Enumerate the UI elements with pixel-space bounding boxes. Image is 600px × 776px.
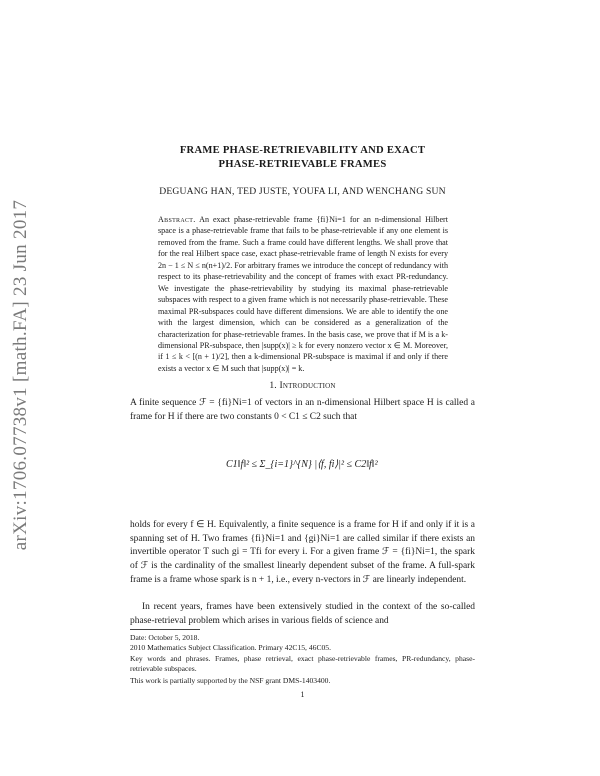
page-number: 1 — [300, 690, 305, 699]
abstract-text: An exact phase-retrievable frame {fi}Ni=1 for an n-dimensional Hilbert space is a phase-retrievable frame that fails to be phase-retrievable if any one element is removed from the frame. Such a frame could have different lengths. We shall prove that for the real Hilbert space case, exact phase-retrievable frame of length N exists for every 2n − 1 ≤ N ≤ n(n+1)/2. For arbitrary frames we introduce the concept of redundancy with respect to its phase-retrievability and the concept of frames with exact PR-redundancy. We investigate the phase-retrievability by studying its maximal phase-retrievable subspaces with respect to a given frame which is not necessarily phase-retrievable. These maximal PR-subspaces could have different dimensions. We are able to identify the one with the largest dimension, which can be considered as a generalization of the characterization for phase-retrievable frames. In the basis case, we prove that if M is a k-dimensional PR-subspace, then |supp(x)| ≥ k for every nonzero vector x ∈ M. Moreover, if 1 ≤ k < [(n + 1)/2], then a k-dimensional PR-subspace is maximal if and only if there exists a vector x ∈ M such that |supp(x)| = k. — [158, 215, 448, 373]
intro-paragraph-1: A finite sequence ℱ = {fi}Ni=1 of vectors in an n-dimensional Hilbert space H is called a frame for H if there are two constants 0 < C1 ≤ C2 such that — [130, 398, 475, 422]
footnote-msc: 2010 Mathematics Subject Classification. Primary 42C15, 46C05. — [130, 643, 332, 652]
footnote-keywords: Key words and phrases. Frames, phase retrieval, exact phase-retrievable frames, PR-redundancy, phase-retrievable subspaces. — [130, 654, 475, 674]
title-line-2: PHASE-RETRIEVABLE FRAMES — [218, 159, 387, 170]
section-number: 1. — [269, 380, 277, 391]
title-line-1: FRAME PHASE-RETRIEVABILITY AND EXACT — [179, 145, 426, 156]
footnote-date: Date: October 5, 2018. — [130, 633, 200, 642]
arxiv-identifier-sidebar — [4, 175, 38, 575]
footnote-grant: This work is partially supported by the NSF grant DMS-1403400. — [130, 676, 331, 685]
abstract-block — [158, 214, 448, 374]
abstract-label: Abstract. — [158, 215, 196, 224]
equation-text: C1‖f‖² ≤ Σ_{i=1}^{N} |⟨f, fi⟩|² ≤ C2‖f‖² — [226, 459, 378, 470]
intro-paragraph-3: In recent years, frames have been extensively studied in the context of the so-called phase-retrieval problem which arises in various fields of science and — [130, 602, 475, 626]
section-title: Introduction — [279, 380, 336, 391]
frame-inequality-equation — [130, 453, 475, 511]
arxiv-stamp-text: arXiv:1706.07738v1 [math.FA] 23 Jun 2017 — [10, 199, 31, 551]
footnote-rule — [130, 629, 200, 630]
intro-paragraph-2: holds for every f ∈ H. Equivalently, a finite sequence is a frame for H if and only if it is a spanning set of H. Two frames {fi}Ni=1 and {gi}Ni=1 are called similar if there exists an invertible operator T such gi = Tfi for every i. For a given frame ℱ = {fi}Ni=1, the spark of ℱ is the cardinality of the smallest linearly dependent subset of the frame. A full-spark frame is a frame whose spark is n + 1, i.e., every n-vectors in ℱ are linearly independent. — [130, 520, 475, 585]
section-heading-introduction — [130, 380, 475, 391]
paper-title — [130, 144, 475, 172]
paper-authors: DEGUANG HAN, TED JUSTE, YOUFA LI, AND WENCHANG SUN — [159, 186, 446, 197]
